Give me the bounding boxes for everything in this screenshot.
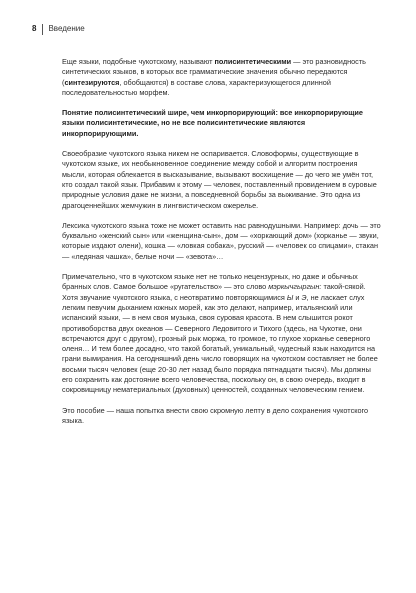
word-merkychgyrgyn: мэркычгыргын:: [268, 282, 322, 292]
text-span: Примечательно, что в чукотском языке нет не только нецензурных, но даже и обычных бранных слов. Самое большое «ругательство» — это слово: [62, 272, 358, 292]
text-span: Еще языки, подобные чукотскому, называют: [62, 57, 215, 66]
text-span: — это разновидность синтетических языков, в которых все грамматические значения обычно передаются (: [62, 57, 366, 87]
term-synthesized: синтезируются: [64, 77, 120, 87]
paragraph-purpose: Это пособие — наша попытка внести свою скромную лепту в дело сохранения чукотского языка.: [62, 405, 369, 425]
body-text: [62, 57, 382, 436]
text-span: , обобщаются) в составе слова, характеризующегося длинной последовательностью морфем.: [62, 77, 331, 97]
text-span: , не ласкает слух легким певучим дыханием южных морей, как это делают, например, итальянский или испанский языки, — в нем своя музыка, своя суровая красота. В нем слышится рокот противоборства двух океанов — Северного Ледовитого и Тихого (здесь, на Чукотке, они встречаются друг с другом), грозный рык моржа, то громкое, то глухое хорканье северного оленя… И тем более досадно, что такой богатый, уникальный, чудесный язык находится на грани вымирания. На сегодняшний день число говорящих на чукотском составляет не более восьми тысяч человек (еще 20-30 лет назад было порядка пятнадцати тысяч). Мы должны его сохранить как достояние всего человечества, поскольку он, в свою очередь, входит в сокровищницу нематериальных (духовных) ценностей, созданных человеческим гением.: [62, 292, 378, 395]
text-span: и: [293, 292, 302, 302]
paragraph-lexicon: Лексика чукотского языка тоже не может оставить нас равнодушными. Например: дочь — это буквально «женский сын» или «женщина-сын», дом — «хоркающий дом» (хорканье — звуки, которые издают олени), кошка — «ловкая собака», русский — «человек со спицами», стакан — «ледяная чашка», белые ночи — «зевота»…: [62, 220, 381, 261]
running-title: Введение: [48, 24, 85, 33]
page-number: 8: [32, 24, 37, 33]
paragraph-uniqueness: Своеобразие чукотского языка никем не оспаривается. Словоформы, существующие в чукотском языке, их необыкновенное соединение между собой и алгоритм построения мысли, которая облекается в высказывание, вызывают восхищение — до чего же умён тот, кто создал такой язык. Прибавим к этому — человек, поставленный провидением в суровые природные условия даже не жизни, а повседневной борьбы за выживание. Это одна из драгоценнейших жемчужин в лингвистическом ожерелье.: [62, 149, 377, 210]
paragraph-key-point: Понятие полисинтетический шире, чем инкорпорирующий: все инкорпорирующие языки полисинтетические, но не все полисинтетические являются инкорпорирующими.: [62, 108, 363, 138]
text-span: такой-сякой. Хотя звучание чукотского языка, с неотвратимо повторяющимися: [62, 282, 366, 302]
letter-y: Ы: [286, 292, 294, 302]
paragraph-polysynthetic: [62, 57, 382, 98]
letter-e: Э: [301, 292, 307, 302]
page-header: [32, 23, 85, 35]
paragraph-no-swearing: [62, 272, 382, 396]
header-divider: [42, 24, 43, 35]
term-polysynthetic: полисинтетическими: [214, 57, 292, 66]
